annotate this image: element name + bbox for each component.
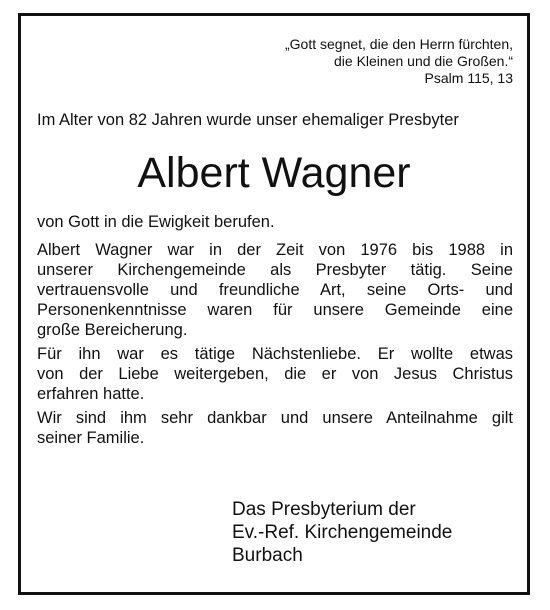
called-text: von Gott in die Ewigkeit berufen. bbox=[37, 213, 275, 231]
bible-quote bbox=[285, 36, 513, 87]
text-line: Wir sind ihm sehr dankbar und unsere Anteilnahme gilt bbox=[37, 409, 513, 427]
text-line: erfahren hatte. bbox=[37, 385, 145, 403]
quote-line: „Gott segnet, die den Herrn fürchten, bbox=[284, 36, 513, 52]
signature-line: Burbach bbox=[232, 545, 303, 566]
text-line: große Bereicherung. bbox=[37, 321, 188, 339]
text-line: Für ihn war es tätige Nächstenliebe. Er wollte etwas bbox=[37, 345, 513, 363]
quote-line: die Kleinen und die Großen.“ bbox=[334, 53, 513, 69]
signature-line: Das Presbyterium der bbox=[232, 499, 416, 520]
paragraph bbox=[37, 240, 513, 340]
text-line: Personenkenntnisse waren für unsere Gemeinde eine bbox=[37, 301, 513, 319]
text-line: unserer Kirchengemeinde als Presbyter tätig. Seine bbox=[37, 261, 513, 279]
intro-text: Im Alter von 82 Jahren wurde unser ehemaliger Presbyter bbox=[37, 111, 459, 129]
text-line: Albert Wagner war in der Zeit von 1976 bis 1988 in bbox=[37, 241, 513, 259]
paragraph bbox=[37, 408, 513, 448]
obituary-notice bbox=[18, 13, 530, 595]
body-text bbox=[37, 240, 513, 452]
text-line: seiner Familie. bbox=[37, 429, 145, 447]
paragraph bbox=[37, 344, 513, 404]
signature-line: Ev.-Ref. Kirchengemeinde bbox=[232, 522, 453, 543]
quote-reference: Psalm 115, 13 bbox=[424, 70, 513, 86]
text-line: vertrauensvolle und freundliche Art, seine Orts- und bbox=[37, 281, 513, 299]
signature-block bbox=[232, 498, 452, 567]
deceased-name: Albert Wagner bbox=[137, 149, 411, 197]
text-line: von der Liebe weitergeben, die er von Jesus Christus bbox=[37, 365, 513, 383]
